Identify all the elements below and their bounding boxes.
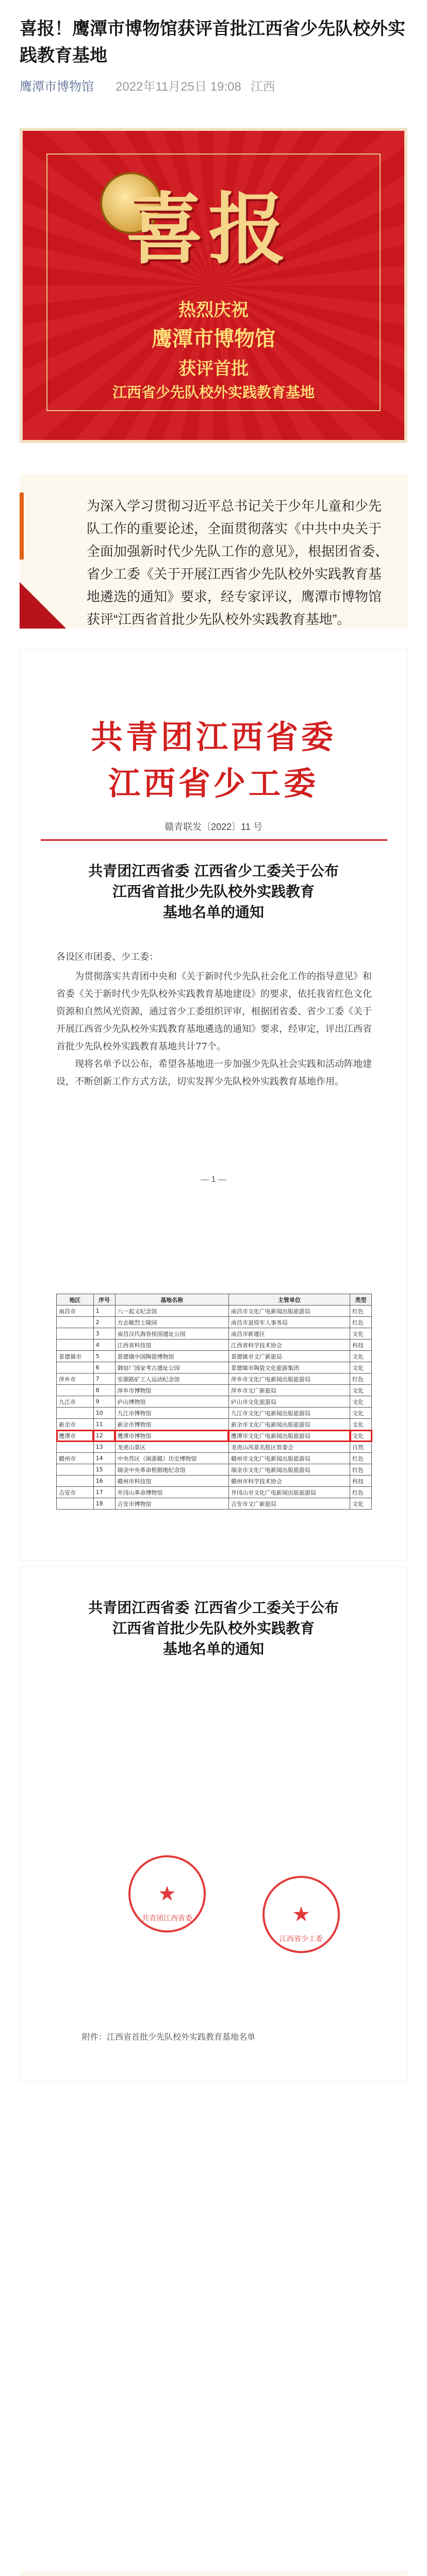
table-cell: 1 xyxy=(93,1306,115,1317)
table-cell: 萍乡市博物馆 xyxy=(115,1385,228,1396)
table-cell: 鹰潭市 xyxy=(57,1430,94,1442)
table-cell: 庐山博物馆 xyxy=(115,1396,228,1408)
doc2-attachment-note: 附件：江西省首批少先队校外实践教育基地名单 xyxy=(82,2033,256,2042)
table-cell: 九江市文化广电新闻出版旅游局 xyxy=(228,1408,350,1419)
official-seal-youth-league xyxy=(128,1855,206,1933)
table-row xyxy=(57,1408,372,1419)
table-header-row xyxy=(57,1294,372,1306)
table-cell: 17 xyxy=(93,1487,115,1498)
table-cell: 景德镇市文广新旅局 xyxy=(228,1351,350,1362)
banner-line-1: 热烈庆祝 xyxy=(178,300,249,320)
table-cell: 红色 xyxy=(350,1487,372,1498)
table-cell: 新余市 xyxy=(57,1419,94,1430)
table-cell xyxy=(57,1362,94,1374)
table-row xyxy=(57,1317,372,1328)
table-cell: 井冈山市文化广电新闻出版旅游局 xyxy=(228,1487,350,1498)
banner-line-2: 鹰潭市博物馆 xyxy=(152,327,275,351)
table-row xyxy=(57,1351,372,1362)
celebration-banner xyxy=(20,128,407,443)
table-cell: 6 xyxy=(93,1362,115,1374)
table-cell: 5 xyxy=(93,1351,115,1362)
doc-body xyxy=(56,948,372,1091)
table-cell xyxy=(57,1498,94,1510)
table-cell: 吉安市博物馆 xyxy=(115,1498,228,1510)
table-cell: 八一起义纪念馆 xyxy=(115,1306,228,1317)
table-header-cell: 主管单位 xyxy=(228,1294,350,1306)
table-cell: 景德镇中国陶瓷博物馆 xyxy=(115,1351,228,1362)
table-cell: 南昌市新建区 xyxy=(228,1328,350,1340)
table-cell: 7 xyxy=(93,1374,115,1385)
table-cell: 南昌市 xyxy=(57,1306,94,1317)
doc-salutation: 各设区市团委、少工委： xyxy=(56,952,158,962)
table-cell: 14 xyxy=(93,1453,115,1464)
doc-title: 共青团江西省委 江西省少工委关于公布 江西省首批少先队校外实践教育 基地名单的通知 xyxy=(88,862,339,921)
table-row xyxy=(57,1374,372,1385)
table-row xyxy=(57,1453,372,1464)
notice-document-page-2[interactable] xyxy=(20,1566,407,2081)
table-row xyxy=(57,1476,372,1487)
table-cell: 赣州市科学技术协会 xyxy=(228,1476,350,1487)
table-cell: 红色 xyxy=(350,1317,372,1328)
table-body xyxy=(57,1306,372,1510)
table-header-cell: 地区 xyxy=(57,1294,94,1306)
table-cell: 萍乡市 xyxy=(57,1374,94,1385)
table-cell: 江西省科学技术协会 xyxy=(228,1340,350,1351)
table-cell: 科技 xyxy=(350,1476,372,1487)
table-cell: 文化 xyxy=(350,1362,372,1374)
doc-paragraph-1: 为贯彻落实共青团中央和《关于新时代少先队社会化工作的指导意见》和省委《关于新时代少先队校外实践教育基地建设》的要求，依托我省红色文化资源和自然风光资源，通过省少工委组织评审，根据团省委、省少工委《关于开展江西省少先队校外实践教育基地遴选的通知》要求，经审定，评出江西省首批少先队校外实践教育基地共计77个。 xyxy=(56,971,372,1052)
table-cell: 文化 xyxy=(350,1351,372,1362)
table-cell: 景德镇市 xyxy=(57,1351,94,1362)
table-row xyxy=(57,1430,372,1442)
table-cell: 龙虎山风景名胜区管委会 xyxy=(228,1442,350,1453)
notice-document-page-1[interactable] xyxy=(20,649,407,1561)
table-row xyxy=(57,1340,372,1351)
intro-paragraph: 为深入学习贯彻习近平总书记关于少年儿童和少先队工作的重要论述，全面贯彻落实《中共中央关于全面加强新时代少先队工作的意见》，根据团省委、省少工委《关于开展江西省少先队校外实践教育基地遴选的通知》要求，经专家评议，鹰潭市博物馆获评“江西省首批少先队校外实践教育基地”。 xyxy=(87,498,389,627)
table-cell: 10 xyxy=(93,1408,115,1419)
table-cell: 赣州市 xyxy=(57,1453,94,1464)
table-cell: 文化 xyxy=(350,1396,372,1408)
table-row xyxy=(57,1487,372,1498)
table-header-cell: 类型 xyxy=(350,1294,372,1306)
table-cell: 赣州市科技馆 xyxy=(115,1476,228,1487)
table-cell xyxy=(57,1408,94,1419)
table-cell: 庐山市文化旅游局 xyxy=(228,1396,350,1408)
table-cell xyxy=(57,1340,94,1351)
intro-box xyxy=(20,474,407,629)
table-cell: 御窑厂国家考古遗址公园 xyxy=(115,1362,228,1374)
official-seal-young-pioneers xyxy=(262,1876,340,1953)
table-cell: 赣州市文化广电新闻出版旅游局 xyxy=(228,1453,350,1464)
table-cell: 瑞金中央革命根据地纪念馆 xyxy=(115,1464,228,1476)
table-cell: 3 xyxy=(93,1328,115,1340)
table-header-cell: 序号 xyxy=(93,1294,115,1306)
banner-big-text: 喜报 xyxy=(126,184,291,275)
table-cell: 景德镇市陶瓷文化旅游集团 xyxy=(228,1362,350,1374)
table-cell: 文化 xyxy=(350,1498,372,1510)
table-cell: 文化 xyxy=(350,1328,372,1340)
table-cell: 方志敏烈士陵园 xyxy=(115,1317,228,1328)
table-row xyxy=(57,1306,372,1317)
table-row xyxy=(57,1396,372,1408)
table-cell: 龙虎山景区 xyxy=(115,1442,228,1453)
table-cell xyxy=(57,1442,94,1453)
publish-location: 江西 xyxy=(250,80,275,94)
table-cell: 鹰潭市博物馆 xyxy=(115,1430,228,1442)
table-cell: 4 xyxy=(93,1340,115,1351)
account-link[interactable]: 鹰潭市博物馆 xyxy=(20,80,94,94)
table-cell: 红色 xyxy=(350,1374,372,1385)
table-row xyxy=(57,1498,372,1510)
table-row xyxy=(57,1464,372,1476)
doc2-title: 共青团江西省委 江西省少工委关于公布 江西省首批少先队校外实践教育 基地名单的通知 xyxy=(88,1599,339,1657)
table-cell: 文化 xyxy=(350,1385,372,1396)
table-cell: 新余市文化广电新闻出版旅游局 xyxy=(228,1419,350,1430)
table-cell: 2 xyxy=(93,1317,115,1328)
doc-header-line-2: 江西省少工委 xyxy=(108,765,319,802)
doc-number: 赣青联发〔2022〕11 号 xyxy=(165,822,262,832)
table-cell: 红色 xyxy=(350,1306,372,1317)
closing-box xyxy=(20,2571,407,2576)
table-row xyxy=(57,1362,372,1374)
doc-paragraph-2: 现将名单予以公布，希望各基地进一步加强少先队社会实践和活动阵地建设，不断创新工作方式方法，切实发挥少先队校外实践教育基地作用。 xyxy=(56,1059,372,1087)
table-cell: 18 xyxy=(93,1498,115,1510)
table-cell xyxy=(57,1464,94,1476)
table-cell xyxy=(57,1476,94,1487)
table-cell: 萍乡市文化广电新闻出版旅游局 xyxy=(228,1374,350,1385)
seal-label-2: 江西省少工委 xyxy=(280,1935,323,1943)
table-cell: 瑞金市文化广电新闻出版旅游局 xyxy=(228,1464,350,1476)
table-cell: 红色 xyxy=(350,1453,372,1464)
table-cell: 南昌汉代海昏侯国遗址公园 xyxy=(115,1328,228,1340)
table-row xyxy=(57,1419,372,1430)
publish-date: 2022年11月25日 19:08 xyxy=(116,80,241,94)
table-cell xyxy=(57,1328,94,1340)
table-cell: 16 xyxy=(93,1476,115,1487)
table-cell xyxy=(57,1317,94,1328)
table-cell: 文化 xyxy=(350,1408,372,1419)
seal-label-1: 共青团江西省委 xyxy=(142,1914,192,1922)
intro-corner-decoration xyxy=(20,582,66,629)
base-list-table xyxy=(56,1294,372,1510)
article-title: 喜报！鹰潭市博物馆获评首批江西省少先队校外实践教育基地 xyxy=(20,19,405,65)
table-cell: 文化 xyxy=(350,1430,372,1442)
table-cell: 自然 xyxy=(350,1442,372,1453)
table-cell: 江西省科技馆 xyxy=(115,1340,228,1351)
table-cell: 11 xyxy=(93,1419,115,1430)
table-cell: 井冈山革命博物馆 xyxy=(115,1487,228,1498)
table-cell: 安源路矿工人运动纪念馆 xyxy=(115,1374,228,1385)
table-cell: 九江市博物馆 xyxy=(115,1408,228,1419)
table-cell: 吉安市文广新旅局 xyxy=(228,1498,350,1510)
table-cell: 萍乡市文广新旅局 xyxy=(228,1385,350,1396)
doc-header-line-1: 共青团江西省委 xyxy=(90,718,336,756)
table-row xyxy=(57,1442,372,1453)
table-row xyxy=(57,1385,372,1396)
table-cell: 9 xyxy=(93,1396,115,1408)
doc-red-rule xyxy=(41,839,387,841)
banner-line-3: 获评首批 xyxy=(178,359,249,379)
table-cell: 吉安市 xyxy=(57,1487,94,1498)
table-cell: 南昌市退役军人事务局 xyxy=(228,1317,350,1328)
article-meta xyxy=(20,76,275,94)
table-cell: 中央苏区（闽浙赣）历史博物馆 xyxy=(115,1453,228,1464)
table-cell: 新余市博物馆 xyxy=(115,1419,228,1430)
table-cell: 科技 xyxy=(350,1340,372,1351)
table-cell: 鹰潭市文化广电新闻出版旅游局 xyxy=(228,1430,350,1442)
table-row xyxy=(57,1328,372,1340)
table-cell: 南昌市文化广电新闻出版旅游局 xyxy=(228,1306,350,1317)
table-cell: 13 xyxy=(93,1442,115,1453)
table-cell: 15 xyxy=(93,1464,115,1476)
table-cell: 九江市 xyxy=(57,1396,94,1408)
banner-line-4: 江西省少先队校外实践教育基地 xyxy=(112,384,315,401)
table-cell xyxy=(57,1385,94,1396)
table-cell: 文化 xyxy=(350,1419,372,1430)
table-cell: 红色 xyxy=(350,1464,372,1476)
table-cell: 12 xyxy=(93,1430,115,1442)
table-header-cell: 基地名称 xyxy=(115,1294,228,1306)
table-cell: 8 xyxy=(93,1385,115,1396)
doc-page-mark: — 1 — xyxy=(201,1175,226,1184)
intro-accent-bar xyxy=(20,493,24,560)
